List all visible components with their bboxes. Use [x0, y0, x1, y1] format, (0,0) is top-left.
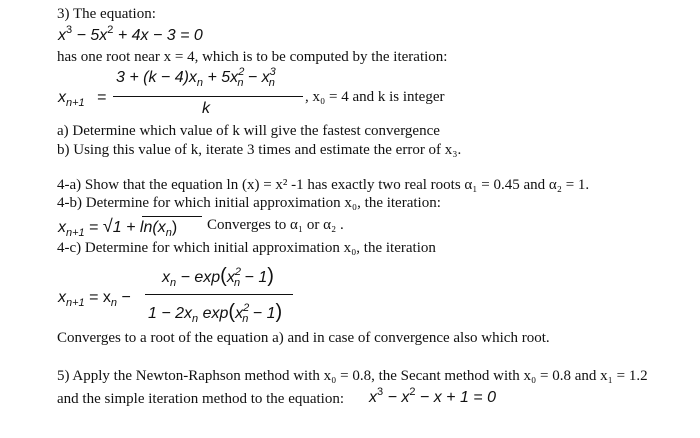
sqrt-bar	[142, 216, 202, 217]
q4-b-iteration: $x_{n+1} = √1 + \ln(x_n)$	[58, 216, 178, 239]
q3-heading: 3) The equation:	[57, 6, 156, 22]
q3-equation: $x^3 - 5x^2 + 4x - 3 = 0$	[58, 24, 203, 44]
q5-line1: 5) Apply the Newton-Raphson method with x₀ = 0.8, the Secant method with x₀ = 0.8 and x₁ = 1.2	[57, 368, 648, 384]
q4-part-a: 4-a) Show that the equation ln (x) = x² -1 has exactly two real roots α₁ = 0.45 and α₂ = 1.	[57, 177, 590, 193]
q3-iteration-numerator: $3 + (k - 4)x_n + 5x^2_n - x^3_n$	[116, 66, 276, 89]
q3-root-line: has one root near x = 4, which is to be computed by the iteration:	[57, 49, 448, 65]
q4-c-tail: Converges to a root of the equation a) and in case of convergence also which root.	[57, 330, 550, 346]
q5-line2: and the simple iteration method to the equation:	[57, 391, 345, 407]
q5-equation: $x^3 - x^2 - x + 1 = 0$	[369, 386, 496, 406]
q3-part-a: a) Determine which value of k will give the fastest convergence	[57, 123, 440, 139]
q4-c-numerator: $x_n - \exp(x^2_n - 1)$	[162, 265, 274, 289]
q4-c-fraction-bar	[145, 294, 293, 295]
q3-iteration-lhs: $x_{n+1}$ =	[58, 89, 107, 109]
q4-c-iteration-lhs: $x_{n+1} = x_n$ −	[58, 289, 131, 309]
q3-part-b: b) Using this value of k, iterate 3 times and estimate the error of x₃.	[57, 142, 462, 158]
q3-iteration-denominator: k	[202, 100, 210, 117]
q4-part-c: 4-c) Determine for which initial approximation x₀, the iteration	[57, 240, 436, 256]
q4-part-b: 4-b) Determine for which initial approximation x₀, the iteration:	[57, 195, 441, 211]
q4-b-tail: Converges to α₁ or α₂ .	[207, 217, 344, 233]
q3-fraction-bar	[113, 96, 303, 97]
q4-c-denominator: $1 - 2x_n$ $\exp(x^2_n - 1)$	[148, 301, 283, 325]
q3-iteration-condition: , x₀ = 4 and k is integer	[305, 89, 445, 105]
